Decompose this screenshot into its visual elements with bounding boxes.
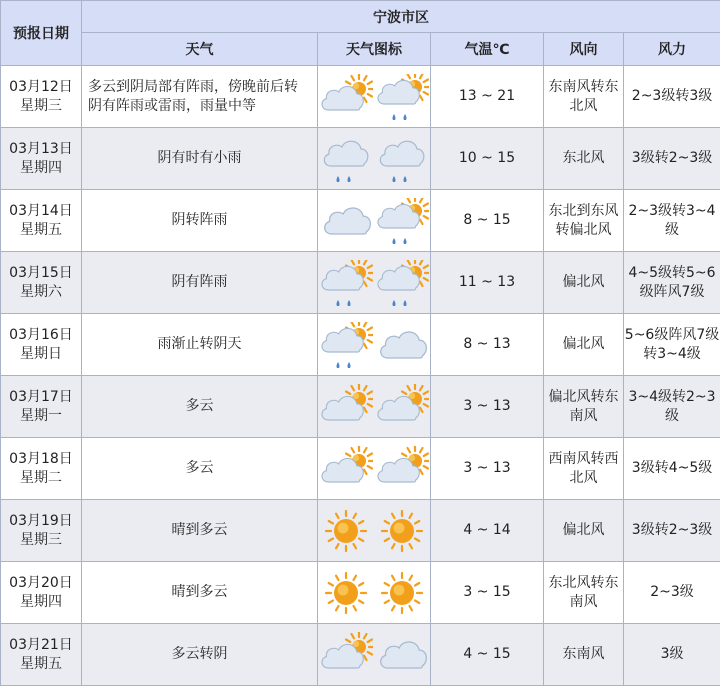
sun-icon <box>375 508 429 554</box>
date-text: 03月20日 <box>9 574 73 591</box>
header-temp: 气温℃ <box>431 33 544 66</box>
weekday-text: 星期二 <box>20 469 62 486</box>
forecast-row <box>1 624 720 686</box>
date-cell <box>1 562 82 624</box>
weekday-text: 星期三 <box>20 97 62 114</box>
wind-force: 5~6级阵风7级转3~4级 <box>624 314 720 376</box>
wind-direction: 偏北风 <box>544 252 624 314</box>
forecast-row <box>1 438 720 500</box>
partly-cloudy-icon <box>375 446 429 492</box>
weather-icon-cell <box>318 252 431 314</box>
weekday-text: 星期五 <box>20 655 62 672</box>
date-cell <box>1 624 82 686</box>
weekday-text: 星期日 <box>20 345 62 362</box>
partly-cloudy-rain-icon <box>375 260 429 306</box>
wind-force: 2~3级 <box>624 562 720 624</box>
weather-desc: 多云 <box>82 438 318 500</box>
date-text: 03月21日 <box>9 636 73 653</box>
date-text: 03月12日 <box>9 78 73 95</box>
weather-icon-cell <box>318 500 431 562</box>
wind-force: 3~4级转2~3级 <box>624 376 720 438</box>
weekday-text: 星期三 <box>20 531 62 548</box>
partly-cloudy-icon <box>319 446 373 492</box>
partly-cloudy-icon <box>319 74 373 120</box>
cloudy-icon <box>319 198 373 244</box>
partly-cloudy-rain-icon <box>375 198 429 244</box>
weather-icon-cell <box>318 562 431 624</box>
weather-desc: 晴到多云 <box>82 562 318 624</box>
sun-icon <box>319 508 373 554</box>
forecast-row <box>1 500 720 562</box>
weather-icon-cell <box>318 314 431 376</box>
header-wind-force: 风力 <box>624 33 720 66</box>
temperature: 4 ~ 14 <box>431 500 544 562</box>
wind-force: 3级转4~5级 <box>624 438 720 500</box>
weekday-text: 星期四 <box>20 593 62 610</box>
date-cell <box>1 252 82 314</box>
partly-cloudy-rain-icon <box>375 74 429 120</box>
header-region: 宁波市区 <box>82 1 720 33</box>
wind-direction: 偏北风 <box>544 314 624 376</box>
date-cell <box>1 376 82 438</box>
date-text: 03月18日 <box>9 450 73 467</box>
weather-desc: 晴到多云 <box>82 500 318 562</box>
date-text: 03月14日 <box>9 202 73 219</box>
cloud-rain-icon <box>375 136 429 182</box>
temperature: 3 ~ 13 <box>431 376 544 438</box>
header-weather: 天气 <box>82 33 318 66</box>
weather-icon-cell <box>318 624 431 686</box>
temperature: 8 ~ 13 <box>431 314 544 376</box>
partly-cloudy-icon <box>319 384 373 430</box>
wind-force: 3级 <box>624 624 720 686</box>
date-text: 03月17日 <box>9 388 73 405</box>
sun-icon <box>375 570 429 616</box>
weekday-text: 星期五 <box>20 221 62 238</box>
header-icon: 天气图标 <box>318 33 431 66</box>
weather-desc: 雨渐止转阴天 <box>82 314 318 376</box>
header-wind-dir: 风向 <box>544 33 624 66</box>
date-text: 03月19日 <box>9 512 73 529</box>
date-cell <box>1 438 82 500</box>
temperature: 4 ~ 15 <box>431 624 544 686</box>
forecast-row <box>1 376 720 438</box>
temperature: 8 ~ 15 <box>431 190 544 252</box>
temperature: 10 ~ 15 <box>431 128 544 190</box>
date-cell <box>1 314 82 376</box>
wind-direction: 偏北风转东南风 <box>544 376 624 438</box>
header-date: 预报日期 <box>1 1 82 66</box>
forecast-row <box>1 562 720 624</box>
temperature: 3 ~ 13 <box>431 438 544 500</box>
wind-direction: 东南风 <box>544 624 624 686</box>
temperature: 3 ~ 15 <box>431 562 544 624</box>
date-text: 03月15日 <box>9 264 73 281</box>
forecast-row <box>1 252 720 314</box>
cloudy-icon <box>375 632 429 678</box>
date-cell <box>1 128 82 190</box>
date-cell <box>1 190 82 252</box>
wind-force: 3级转2~3级 <box>624 500 720 562</box>
wind-direction: 东北风转东南风 <box>544 562 624 624</box>
wind-force: 2~3级转3~4级 <box>624 190 720 252</box>
wind-force: 2~3级转3级 <box>624 66 720 128</box>
temperature: 11 ~ 13 <box>431 252 544 314</box>
partly-cloudy-rain-icon <box>319 260 373 306</box>
wind-direction: 偏北风 <box>544 500 624 562</box>
temperature: 13 ~ 21 <box>431 66 544 128</box>
weekday-text: 星期四 <box>20 159 62 176</box>
partly-cloudy-icon <box>375 384 429 430</box>
weather-icon-cell <box>318 190 431 252</box>
forecast-row <box>1 66 720 128</box>
date-cell <box>1 500 82 562</box>
partly-cloudy-icon <box>319 632 373 678</box>
forecast-row <box>1 190 720 252</box>
wind-direction: 东南风转东北风 <box>544 66 624 128</box>
wind-force: 3级转2~3级 <box>624 128 720 190</box>
weekday-text: 星期一 <box>20 407 62 424</box>
weather-icon-cell <box>318 128 431 190</box>
date-text: 03月16日 <box>9 326 73 343</box>
weather-desc: 多云到阴局部有阵雨，傍晚前后转阴有阵雨或雷雨，雨量中等 <box>82 66 318 128</box>
weather-icon-cell <box>318 376 431 438</box>
cloudy-icon <box>375 322 429 368</box>
forecast-row <box>1 128 720 190</box>
weather-desc: 阴转阵雨 <box>82 190 318 252</box>
wind-force: 4~5级转5~6级阵风7级 <box>624 252 720 314</box>
wind-direction: 东北到东风转偏北风 <box>544 190 624 252</box>
weather-icon-cell <box>318 438 431 500</box>
sun-icon <box>319 570 373 616</box>
cloud-rain-icon <box>319 136 373 182</box>
date-cell <box>1 66 82 128</box>
weather-desc: 阴有阵雨 <box>82 252 318 314</box>
weather-desc: 多云转阴 <box>82 624 318 686</box>
partly-cloudy-rain-icon <box>319 322 373 368</box>
wind-direction: 西南风转西北风 <box>544 438 624 500</box>
wind-direction: 东北风 <box>544 128 624 190</box>
weather-desc: 多云 <box>82 376 318 438</box>
weekday-text: 星期六 <box>20 283 62 300</box>
weather-icon-cell <box>318 66 431 128</box>
forecast-body <box>1 66 720 686</box>
forecast-row <box>1 314 720 376</box>
date-text: 03月13日 <box>9 140 73 157</box>
weather-desc: 阴有时有小雨 <box>82 128 318 190</box>
